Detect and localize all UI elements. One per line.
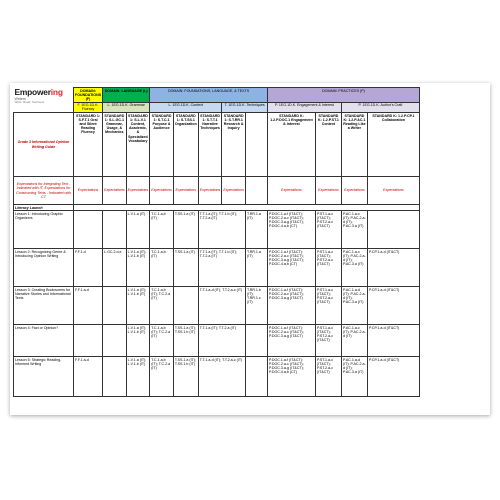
expectation-cell [245, 177, 267, 205]
standards-table [13, 87, 420, 397]
logo: Empowering [14, 87, 63, 97]
guide-title: Grade 3 Informational Opinion Writing Guide [14, 113, 74, 177]
lesson-title: Lesson 3: Creating Bookworms for Narrative Stories and Informational Texts [14, 287, 74, 325]
standard-cell: STANDARD 1: S.F.T.1 Oral and Silent Reading Fluency [74, 113, 103, 177]
sub-engagement: P. 1EG.1D.K. Engagement & Interest [267, 102, 341, 112]
standard-cell: STANDARD 1: S.T.C.1 Purpose & Audience [150, 113, 174, 177]
standard-cell: STANDARD 1: S.T.T.1 Narrative Techniques [198, 113, 222, 177]
logo-cell [14, 88, 74, 113]
lesson-title: Lesson 2: Recognizing Genre & Introducing Opinion Writing [14, 249, 74, 287]
expectations-label: Expectations for Integrating Text - Indicated with IT; Expectations for Constructing Texts - Indicated with CT [14, 177, 74, 205]
domain-foundations-language-texts: DOMAIN: FOUNDATIONS, LANGUAGE, & TEXTS [150, 88, 268, 103]
expectation-cell: Expectations [341, 177, 367, 205]
expectation-cell: Expectations [315, 177, 341, 205]
standard-cell: STANDARD 1: S.L.V.1 Context, Academic, & Specialized Vocabulary [126, 113, 150, 177]
expectation-cell: Expectations [173, 177, 198, 205]
expectation-cell: Expectations [367, 177, 419, 205]
domain-language: DOMAIN: LANGUAGE (L) [103, 88, 150, 103]
expectation-cell: Expectations [103, 177, 127, 205]
domain-foundations: DOMAIN: FOUNDATIONS (F) [75, 88, 102, 101]
lesson-title: Lesson 4: Fact or Opinion? [14, 325, 74, 357]
table-row: Lesson 1: Introducing Graphic Organizers L.V.1.a (IT) T.C.1.a,b (IT) T.SS.1.a (IT) T.T.1.a (IT); T.T.1.b (IT); T.T.2.a (IT) T.RR.1.a (IT) P.DOC.1.a-f (IT&CT); P.DOC.2.a-c (IT&CT); P.DOC.3.a-g (IT&CT); P.DOC.4.a,b (CT) P.ST.1.a-c (IT&CT); P.ST.2.a-c (IT&CT) P.AC.1.a-c (IT); P.AC.2.a-d (IT); P.AC.3.a (IT) [14, 211, 420, 249]
standard-cell: STANDARD 1: S.T.RR.1 Research & Inquiry [222, 113, 246, 177]
document-sheet [10, 83, 490, 415]
table-row: Lesson 3: Creating Bookworms for Narrative Stories and Informational Texts F.F.1.a-d L.V.1.a (IT); L.V.1.b (IT) T.C.1.a,b (IT); T.C.2.a (IT) T.T.1.a-d (IT); T.T.2.a-c (IT) T.RR.1.b (IT); T.RR.1.c (IT) P.DOC.1.a-f (IT&CT); P.DOC.2.a-c (IT&CT); P.DOC.3.a-g (IT&CT) P.ST.1.a-c (IT&CT); P.ST.2.a-c (IT&CT) P.AC.1.a-d (IT); P.AC.2.a-d (IT); P.AC.3.a (IT) P.CP.1.a-d (IT&CT) [14, 287, 420, 325]
standard-cell: STANDARD K: 1.2.P.AC.1 Reading Like a Writer [341, 113, 367, 177]
logo-subtitle: Writers [14, 97, 26, 101]
expectation-cell: Expectations [198, 177, 222, 205]
expectation-cell: Expectations [267, 177, 315, 205]
standard-cell: STANDARD 1: S.T.SS.1 Organization [173, 113, 198, 177]
lesson-title: Lesson 1: Introducing Graphic Organizers [14, 211, 74, 249]
standard-cell [245, 113, 267, 177]
table-row: Lesson 4: Fact or Opinion? L.V.1.a (IT); L.V.1.b (IT) T.C.1.a,b (IT); T.C.2.a (IT) T.SS.1.a (IT); T.SS.1.b (IT) T.T.1.a (IT); T.T.2.a (IT) P.DOC.1.a-f (IT&CT); P.DOC.2.a-c (IT&CT); P.DOC.3.a-g (IT&CT) P.ST.1.a-c (IT&CT); P.ST.2.a-c (IT&CT) P.AC.1.a-c (IT); P.AC.2.a-d (IT) P.CP.1.a-d (IT&CT) [14, 325, 420, 357]
sub-context: L. 1EG.1D.K. Context [150, 102, 222, 112]
sub-fluency: F. 1EG.1D.K. Fluency [74, 102, 103, 112]
expectation-cell: Expectations [150, 177, 174, 205]
lesson-title: Lesson 5: Strategic Reading-Informed Writing [14, 357, 74, 397]
sub-authors-craft: P. 1EG.1D.K. Author's Craft [341, 102, 419, 112]
table-row: Lesson 2: Recognizing Genre & Introducing Opinion Writing F.F.1.d L.GC.2.d,e L.V.1.a (IT); L.V.1.b (IT) T.C.1.a,b (IT) T.SS.1.a (IT) T.T.1.a (IT); T.T.1.b (IT); T.T.2.a (IT) T.RR.1.a (IT) P.DOC.1.a-f (IT&CT); P.DOC.2.a-c (IT&CT); P.DOC.3.a-g (IT&CT); P.DOC.4.a,b (CT) P.ST.1.a-c (IT&CT); P.ST.2.a-c (IT&CT) P.AC.1.a-c (IT); P.AC.2.a-d (IT); P.AC.3.a (IT) P.CP.1.a-d (IT&CT) [14, 249, 420, 287]
sub-grammar: L. 1EG.1D.K. Grammar [103, 102, 150, 112]
standard-cell: STANDARD K: 1.2.P.DOC.1 Engagement & Interest [267, 113, 315, 177]
expectation-cell: Expectations [126, 177, 150, 205]
expectation-cell: Expectations [74, 177, 103, 205]
standard-cell: STANDARD K: 1.2.P.ST.1 Context [315, 113, 341, 177]
expectation-cell: Expectations [222, 177, 246, 205]
literacy-launch-label: Literacy Launch [14, 205, 74, 211]
standard-cell: STANDARD K: 1.2.P.CP.1 Collaboration [367, 113, 419, 177]
logo-tagline: Write. Read. Succeed. [14, 100, 45, 104]
table-row: Lesson 5: Strategic Reading-Informed Writing F.F.1.a-d L.V.1.a (IT); L.V.1.b (IT) T.C.1.a,b (IT); T.C.2.a (IT) T.SS.1.a (IT); T.SS.1.b (IT) T.T.1.a-d (IT); T.T.2.a-c (IT) P.DOC.1.a-f (IT&CT); P.DOC.2.a-c (IT&CT); P.DOC.3.a-g (IT&CT); P.DOC.4.a,b (CT) P.ST.1.a-c (IT&CT); P.ST.2.a-c (IT&CT) P.AC.1.a-d (IT); P.AC.2.a-d (IT); P.AC.3.a (IT) P.CP.1.a-d (IT&CT) [14, 357, 420, 397]
sub-techniques: T. 1EG.1D.K. Techniques [222, 102, 268, 112]
domain-practices: DOMAIN: PRACTICES (P) [267, 88, 419, 103]
standard-cell: STANDARD 1: S.L.GC.1 Grammar, Usage, & Mechanics [103, 113, 127, 177]
